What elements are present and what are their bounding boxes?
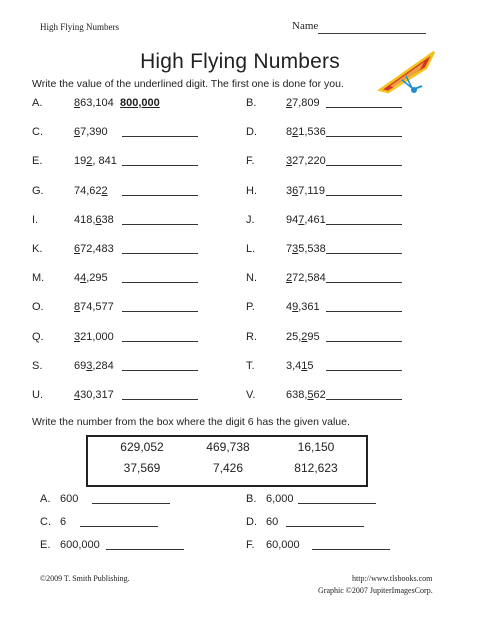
problem-letter: M. [32,272,45,284]
problem-letter: T. [246,360,255,372]
value-problem [246,516,446,530]
underlined-digit: 4 [74,389,81,401]
number-prefix: 69 [74,360,87,372]
problem-number [286,97,320,109]
underlined-digit: 8 [74,301,81,313]
answer-blank[interactable] [326,195,402,196]
number-suffix: ,461 [304,214,326,226]
number-suffix: 21,000 [80,331,114,343]
problem-item [246,331,436,345]
problem-item [246,185,436,199]
instructions-part-2: Write the number from the box where the digit 6 has the given value. [32,416,350,428]
number-suffix: 74,577 [80,301,114,313]
answer-blank[interactable] [106,549,184,550]
digit-value: 600,000 [60,539,100,551]
number-suffix: 7,809 [292,97,320,109]
number-suffix: 5 [307,360,314,372]
problem-item [32,214,222,228]
copyright: ©2009 T. Smith Publishing. [40,574,130,583]
problem-letter: P. [246,301,255,313]
number-prefix: 25, [286,331,302,343]
digit-value: 6 [60,516,67,528]
problem-letter: B. [246,97,257,109]
underlined-digit: 2 [301,331,308,343]
problem-number [286,126,326,138]
box-number: 629,052 [120,440,164,454]
digit-value: 600 [60,493,79,505]
underlined-digit: 3 [74,331,81,343]
answer-blank[interactable] [326,399,402,400]
number-suffix: ,295 [86,272,108,284]
problem-letter: Q. [32,331,44,343]
value-problem [40,493,240,507]
answer-blank[interactable] [122,195,198,196]
underlined-digit: 6 [292,185,299,197]
header-worksheet-label: High Flying Numbers [40,22,120,32]
digit-value: 60 [266,516,279,528]
problem-item [32,389,222,403]
underlined-digit: 9 [292,301,299,313]
problem-letter: D. [246,516,257,528]
value-problem [40,516,240,530]
problem-letter: G. [32,185,44,197]
answer-blank[interactable] [326,253,402,254]
problem-item [32,126,222,140]
problem-number [286,243,326,255]
problem-number [286,360,314,372]
number-prefix: 418, [74,214,96,226]
answer-blank[interactable] [286,526,364,527]
instructions-part-1: Write the value of the underlined digit. The first one is done for you. [32,78,344,90]
problem-letter: U. [32,389,43,401]
problem-letter: S. [32,360,43,372]
answer-blank[interactable] [122,282,198,283]
answer-blank[interactable] [326,370,402,371]
number-suffix: 1,536 [298,126,326,138]
answer-blank[interactable] [122,224,198,225]
problem-letter: A. [40,493,51,505]
problem-item [246,243,436,257]
answer-blank[interactable] [326,311,402,312]
problem-item [246,214,436,228]
page-title: High Flying Numbers [140,50,340,73]
underlined-digit: 8 [74,97,81,109]
value-problem [40,539,240,553]
answer-blank[interactable] [122,341,198,342]
name-label: Name [292,20,319,32]
answer-blank[interactable] [122,136,198,137]
number-suffix: 38 [101,214,114,226]
problem-item [246,301,436,315]
problem-letter: I. [32,214,39,226]
problem-letter: B. [246,493,257,505]
problem-item [246,389,436,403]
problem-item [246,97,436,111]
number-prefix: 3,4 [286,360,302,372]
box-number: 7,426 [212,461,244,475]
number-suffix: ,284 [92,360,114,372]
problem-item [246,360,436,374]
number-box [86,435,368,487]
number-suffix: 95 [307,331,320,343]
problem-item [32,243,222,257]
number-suffix: 7,119 [298,185,325,197]
underlined-digit: 1 [301,360,308,372]
problem-number [74,214,114,226]
problem-number [286,331,320,343]
problem-item [32,185,222,199]
answer-blank[interactable] [122,370,198,371]
underlined-digit: 6 [95,214,102,226]
number-prefix: 8 [286,126,293,138]
problem-letter: L. [246,243,256,255]
problem-item [32,360,222,374]
problem-letter: O. [32,301,44,313]
number-prefix: 4 [286,301,293,313]
problem-number [74,97,114,109]
problem-number [286,185,325,197]
number-suffix: ,361 [298,301,320,313]
problem-letter: H. [246,185,257,197]
problem-item [246,126,436,140]
problem-item [32,331,222,345]
name-field-line[interactable] [318,33,426,34]
problem-number [74,243,114,255]
box-number: 37,569 [123,461,161,475]
answer-blank[interactable] [122,253,198,254]
underlined-digit: 2 [101,185,108,197]
problem-number [74,331,114,343]
number-prefix: 3 [286,185,293,197]
answer-blank[interactable] [326,341,402,342]
box-number: 16,150 [297,440,335,454]
problem-number [286,389,326,401]
problem-number [286,301,320,313]
box-number: 812,623 [294,461,338,475]
answer-blank[interactable] [312,549,390,550]
answer-blank[interactable] [122,165,198,166]
underlined-digit: 2 [286,272,293,284]
answer-blank[interactable] [80,526,158,527]
problem-item [32,155,222,169]
value-problem [246,493,446,507]
underlined-digit: 2 [286,97,293,109]
problem-item [32,97,222,111]
problem-letter: C. [40,516,51,528]
underlined-digit: 4 [80,272,87,284]
digit-value: 60,000 [266,539,300,551]
underlined-digit: 5 [307,389,314,401]
number-prefix: 94 [286,214,299,226]
problem-number [74,185,108,197]
number-prefix: 638, [286,389,308,401]
problem-number [286,155,326,167]
underlined-digit: 7 [298,214,305,226]
problem-letter: J. [246,214,255,226]
number-suffix: 27,220 [292,155,326,167]
underlined-digit: 3 [86,360,93,372]
number-suffix: 62 [313,389,326,401]
answer-blank[interactable] [92,503,170,504]
answer-blank[interactable] [326,107,402,108]
problem-letter: V. [246,389,256,401]
number-suffix: 7,390 [80,126,108,138]
example-answer: 800,000 [120,97,160,109]
problem-letter: A. [32,97,43,109]
problem-number [74,155,117,167]
number-prefix: 7 [286,243,293,255]
number-suffix: 72,483 [80,243,114,255]
problem-letter: N. [246,272,257,284]
number-suffix: 63,104 [80,97,114,109]
box-number: 469,738 [206,440,250,454]
answer-blank[interactable] [122,399,198,400]
answer-blank[interactable] [122,311,198,312]
problem-number [286,272,326,284]
underlined-digit: 6 [74,126,81,138]
number-prefix: 4 [74,272,81,284]
answer-blank[interactable] [326,136,402,137]
digit-value: 6,000 [266,493,294,505]
website-url: http://www.tlsbooks.com [352,574,433,583]
number-suffix: , 841 [92,155,117,167]
problem-number [74,126,108,138]
problem-number [74,272,108,284]
underlined-digit: 2 [86,155,93,167]
number-prefix: 19 [74,155,87,167]
problem-item [32,301,222,315]
underlined-digit: 3 [292,243,299,255]
answer-blank[interactable] [326,224,402,225]
hang-glider-icon [376,46,440,96]
answer-blank[interactable] [298,503,376,504]
problem-letter: K. [32,243,43,255]
underlined-digit: 6 [74,243,81,255]
problem-item [246,272,436,286]
answer-blank[interactable] [326,282,402,283]
number-suffix: 30,317 [80,389,114,401]
problem-letter: E. [32,155,43,167]
number-suffix: 72,584 [292,272,326,284]
problem-item [32,272,222,286]
problem-item [246,155,436,169]
problem-letter: D. [246,126,257,138]
problem-letter: F. [246,539,255,551]
answer-blank[interactable] [326,165,402,166]
number-prefix: 74,62 [74,185,102,197]
problem-number [74,360,114,372]
problem-letter: C. [32,126,43,138]
value-problem [246,539,446,553]
problem-letter: F. [246,155,255,167]
underlined-digit: 2 [292,126,299,138]
underlined-digit: 3 [286,155,293,167]
problem-letter: E. [40,539,51,551]
graphic-credit: Graphic ©2007 JupiterImagesCorp. [318,586,433,595]
problem-letter: R. [246,331,257,343]
problem-number [74,301,114,313]
problem-number [74,389,114,401]
problem-number [286,214,326,226]
number-suffix: 5,538 [298,243,326,255]
